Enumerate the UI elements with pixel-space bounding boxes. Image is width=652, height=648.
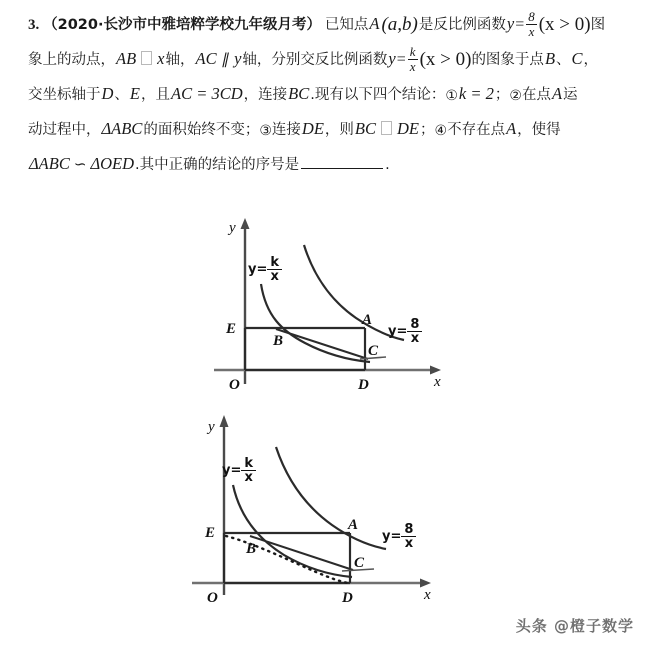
line2-fn-var: y xyxy=(388,49,396,68)
line1-after: 图 xyxy=(590,17,606,33)
line1-point-a: A xyxy=(369,14,380,33)
watermark: 头条 @橙子数学 xyxy=(515,617,634,635)
line4-t2: 的面积始终不变； xyxy=(143,122,260,138)
line4-segment-de: DE xyxy=(301,119,324,138)
problem-source: （2020·长沙市中雅培粹学校九年级月考） xyxy=(43,17,321,33)
figure-2-point-b: B xyxy=(246,541,257,557)
line2-point-b: B xyxy=(544,49,556,68)
figure-1-svg xyxy=(190,212,450,397)
figure-2-k-label-fraction xyxy=(241,457,256,484)
line3-t4: .现有以下四个结论： xyxy=(310,87,446,103)
conclusion-marker-2: ② xyxy=(509,88,522,104)
missing-glyph-box-2 xyxy=(381,121,392,135)
figure-1-origin-label: O xyxy=(229,377,240,393)
line4-t1: 动过程中， xyxy=(28,122,101,138)
conclusion-marker-4: ④ xyxy=(434,123,448,139)
line2-t5: 轴，分别交反比例函数 xyxy=(242,52,388,68)
figure-2-k-label-lhs: y= xyxy=(222,463,242,478)
figure-1-point-e: E xyxy=(226,321,237,337)
segment-bc xyxy=(276,329,368,359)
line2-sep: 、 xyxy=(556,52,571,68)
line4-triangle-abc: ΔABC xyxy=(101,119,143,138)
figure-1-point-b: B xyxy=(273,333,284,349)
line3-segment-bc: BC xyxy=(288,84,310,103)
line5-triangle-abc: ΔABC xyxy=(29,154,70,173)
line1-mid: 是反比例函数 xyxy=(418,17,506,33)
line1-fn-eq: = xyxy=(515,16,525,33)
figure-2-label-k-over-x xyxy=(222,457,256,484)
figure-1-rectangle xyxy=(245,328,365,370)
figure-1-k-label-fraction xyxy=(267,256,282,283)
figure-1-x-axis-label: x xyxy=(434,374,441,390)
line1-fraction xyxy=(526,10,537,38)
figure-1-point-a: A xyxy=(362,312,373,328)
line4-t6: 不存在点 xyxy=(447,122,506,138)
line1-fn-condition: (x > 0) xyxy=(538,14,591,35)
line2-frac-numerator: k xyxy=(409,44,416,60)
figure-2-8-numerator: 8 xyxy=(404,522,414,537)
figure-2-8-denominator: x xyxy=(401,536,416,550)
line2-point-c: C xyxy=(571,49,583,68)
figure-2-k-denominator: x xyxy=(241,470,256,484)
line2-fn-eq: = xyxy=(396,51,406,68)
problem-line-1: 3. （2020·长沙市中雅培粹学校九年级月考） 已知点A (a,b)是反比例函数y= $\frac{8}{x}$ (x > 0)图 xyxy=(28,9,606,39)
line2-t3: 轴， xyxy=(165,52,195,68)
line3-point-d: D xyxy=(101,84,114,103)
problem-line-4 xyxy=(28,111,634,146)
figure-1-label-8-over-x xyxy=(388,318,422,345)
line3-sep: 、 xyxy=(114,87,129,103)
line2-axis-x: x xyxy=(157,49,165,68)
line2-t7: ， xyxy=(583,52,599,68)
conclusion-1-text: k = 2 xyxy=(458,84,494,103)
figure-2-label-8-over-x xyxy=(382,523,416,550)
figure-1-y-axis-label: y xyxy=(229,220,236,236)
line5-t1: .其中正确的结论的序号是 xyxy=(135,157,300,173)
line5-t2: . xyxy=(385,157,390,173)
line3-point-a: A xyxy=(551,84,563,103)
figure-2-y-axis-label: y xyxy=(208,419,215,435)
similar-icon: ∽ xyxy=(73,155,87,173)
figure-2-point-c: C xyxy=(354,555,365,571)
line3-t7: 运 xyxy=(563,87,578,103)
parallel-icon: ∥ xyxy=(219,50,232,68)
line3-equation-ac: AC = 3CD xyxy=(171,84,243,103)
conclusion-marker-1: ① xyxy=(445,88,458,104)
problem-line-2 xyxy=(28,41,634,76)
curve-k-over-x xyxy=(261,284,373,362)
problem-line-3 xyxy=(28,76,634,111)
figure-1-k-label-lhs: y= xyxy=(248,262,268,277)
figure-2-point-d: D xyxy=(342,590,353,605)
figure-2-point-e: E xyxy=(205,525,216,541)
line3-t5: ； xyxy=(494,87,510,103)
line3-point-e: E xyxy=(129,84,141,103)
line1-frac-numerator: 8 xyxy=(528,9,535,25)
line3-t1: 交坐标轴于 xyxy=(28,87,101,103)
line3-t2: ，且 xyxy=(141,87,171,103)
missing-glyph-box-1 xyxy=(141,51,152,65)
figure-1-point-c: C xyxy=(368,343,379,359)
line2-fn-condition: (x > 0) xyxy=(419,49,472,70)
problem-line-5 xyxy=(28,146,634,181)
figure-1-point-d: D xyxy=(358,377,369,393)
line2-segment-ac: AC xyxy=(195,49,217,68)
line1-frac-denominator: x xyxy=(526,24,537,39)
line5-triangle-oed: ΔOED xyxy=(90,154,135,173)
line2-segment-ab: AB xyxy=(116,49,137,68)
figure-2-x-axis-label: x xyxy=(424,587,431,603)
figure-1 xyxy=(190,212,450,397)
figure-1-k-numerator: k xyxy=(270,255,280,270)
line3-t3: ，连接 xyxy=(243,87,288,103)
figure-2-point-a: A xyxy=(348,517,359,533)
problem-text-block xyxy=(28,6,634,181)
answer-blank[interactable] xyxy=(301,155,383,169)
line4-t7: ，使得 xyxy=(517,122,561,138)
line4-segment-de-2: DE xyxy=(397,119,420,138)
figure-2-svg xyxy=(170,405,450,605)
line4-segment-bc: BC xyxy=(354,119,377,138)
figure-2-origin-label: O xyxy=(207,590,218,605)
line2-fraction xyxy=(408,45,418,73)
line2-t1: 象上的动点， xyxy=(28,52,115,68)
line4-t5: ； xyxy=(420,122,435,138)
line4-t4: ，则 xyxy=(324,122,354,138)
figure-1-8-numerator: 8 xyxy=(410,317,420,332)
line1-fn-var: y xyxy=(506,14,515,33)
line3-t6: 在点 xyxy=(521,87,551,103)
line4-point-a: A xyxy=(506,119,517,138)
conclusion-marker-3: ③ xyxy=(259,123,272,139)
figure-2-8-label-fraction xyxy=(401,523,416,550)
figure-2-k-numerator: k xyxy=(244,456,254,471)
line2-frac-denominator: x xyxy=(409,58,416,74)
line1-point-a-args: (a,b) xyxy=(381,14,418,35)
figure-1-8-label-lhs: y= xyxy=(388,324,408,339)
figure-1-8-denominator: x xyxy=(407,331,422,345)
dotted-curve-e-b-d xyxy=(226,536,348,583)
figure-2 xyxy=(170,405,450,605)
line1-before: 已知点 xyxy=(324,17,369,33)
line4-t3: 连接 xyxy=(271,122,301,138)
figure-1-k-denominator: x xyxy=(267,269,282,283)
figure-1-8-label-fraction xyxy=(407,318,422,345)
line2-t6: 的图象于点 xyxy=(471,52,544,68)
figure-2-8-label-lhs: y= xyxy=(382,529,402,544)
figure-1-axes xyxy=(214,218,441,384)
figure-1-label-k-over-x xyxy=(248,256,282,283)
line2-axis-y: y xyxy=(234,49,242,68)
problem-number: 3 xyxy=(28,17,36,33)
